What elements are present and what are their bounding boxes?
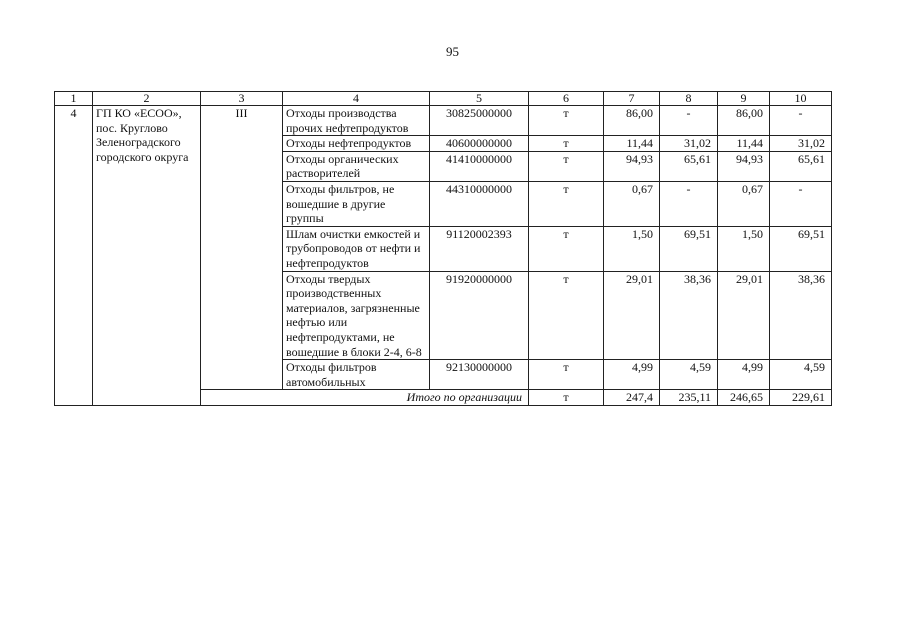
- value-col-9: 86,00: [718, 106, 770, 136]
- value-col-10: 31,02: [770, 136, 832, 152]
- value-col-10: -: [770, 106, 832, 136]
- value-col-7: 29,01: [604, 271, 660, 360]
- total-unit: т: [529, 390, 604, 406]
- value-col-8: -: [660, 181, 718, 226]
- unit: т: [529, 226, 604, 271]
- value-col-10: -: [770, 181, 832, 226]
- waste-code: 44310000000: [430, 181, 529, 226]
- value-col-10: 65,61: [770, 151, 832, 181]
- value-col-9: 11,44: [718, 136, 770, 152]
- header-col-1: 1: [55, 92, 93, 106]
- waste-name: Отходы твердых производственных материалов, загрязненные нефтью или нефтепродуктами, не вошедшие в блоки 2-4, 6-8: [283, 271, 430, 360]
- value-col-8: 38,36: [660, 271, 718, 360]
- unit: т: [529, 106, 604, 136]
- value-col-10: 69,51: [770, 226, 832, 271]
- header-col-9: 9: [718, 92, 770, 106]
- waste-name: Отходы нефтепродуктов: [283, 136, 430, 152]
- value-col-8: 31,02: [660, 136, 718, 152]
- header-col-5: 5: [430, 92, 529, 106]
- total-col-9: 246,65: [718, 390, 770, 406]
- value-col-9: 94,93: [718, 151, 770, 181]
- unit: т: [529, 271, 604, 360]
- unit: т: [529, 360, 604, 390]
- header-col-3: 3: [201, 92, 283, 106]
- value-col-7: 86,00: [604, 106, 660, 136]
- unit: т: [529, 181, 604, 226]
- waste-code: 92130000000: [430, 360, 529, 390]
- table-row: [55, 106, 832, 136]
- value-col-10: 38,36: [770, 271, 832, 360]
- header-col-8: 8: [660, 92, 718, 106]
- waste-code: 40600000000: [430, 136, 529, 152]
- waste-code: 91120002393: [430, 226, 529, 271]
- header-col-10: 10: [770, 92, 832, 106]
- waste-code: 91920000000: [430, 271, 529, 360]
- page-number: 95: [446, 44, 459, 59]
- org-number: 4: [55, 106, 93, 406]
- waste-name: Отходы органических растворителей: [283, 151, 430, 181]
- value-col-9: 29,01: [718, 271, 770, 360]
- header-col-7: 7: [604, 92, 660, 106]
- header-col-4: 4: [283, 92, 430, 106]
- value-col-7: 1,50: [604, 226, 660, 271]
- total-col-10: 229,61: [770, 390, 832, 406]
- header-row: [55, 92, 832, 106]
- waste-code: 41410000000: [430, 151, 529, 181]
- header-col-6: 6: [529, 92, 604, 106]
- total-label: Итого по организации: [201, 390, 529, 406]
- value-col-9: 1,50: [718, 226, 770, 271]
- value-col-8: 4,59: [660, 360, 718, 390]
- total-col-8: 235,11: [660, 390, 718, 406]
- value-col-9: 0,67: [718, 181, 770, 226]
- waste-name: Шлам очистки емкостей и трубопроводов от нефти и нефтепродуктов: [283, 226, 430, 271]
- org-name: ГП КО «ЕСОО», пос. Круглово Зеленоградского городского округа: [93, 106, 201, 406]
- value-col-8: -: [660, 106, 718, 136]
- value-col-7: 0,67: [604, 181, 660, 226]
- value-col-7: 94,93: [604, 151, 660, 181]
- waste-table: [54, 91, 832, 406]
- value-col-9: 4,99: [718, 360, 770, 390]
- value-col-7: 4,99: [604, 360, 660, 390]
- value-col-8: 69,51: [660, 226, 718, 271]
- waste-code: 30825000000: [430, 106, 529, 136]
- value-col-7: 11,44: [604, 136, 660, 152]
- value-col-10: 4,59: [770, 360, 832, 390]
- waste-name: Отходы фильтров автомобильных: [283, 360, 430, 390]
- value-col-8: 65,61: [660, 151, 718, 181]
- header-col-2: 2: [93, 92, 201, 106]
- waste-name: Отходы производства прочих нефтепродуктов: [283, 106, 430, 136]
- waste-name: Отходы фильтров, не вошедшие в другие группы: [283, 181, 430, 226]
- hazard-class: III: [201, 106, 283, 390]
- unit: т: [529, 151, 604, 181]
- total-col-7: 247,4: [604, 390, 660, 406]
- unit: т: [529, 136, 604, 152]
